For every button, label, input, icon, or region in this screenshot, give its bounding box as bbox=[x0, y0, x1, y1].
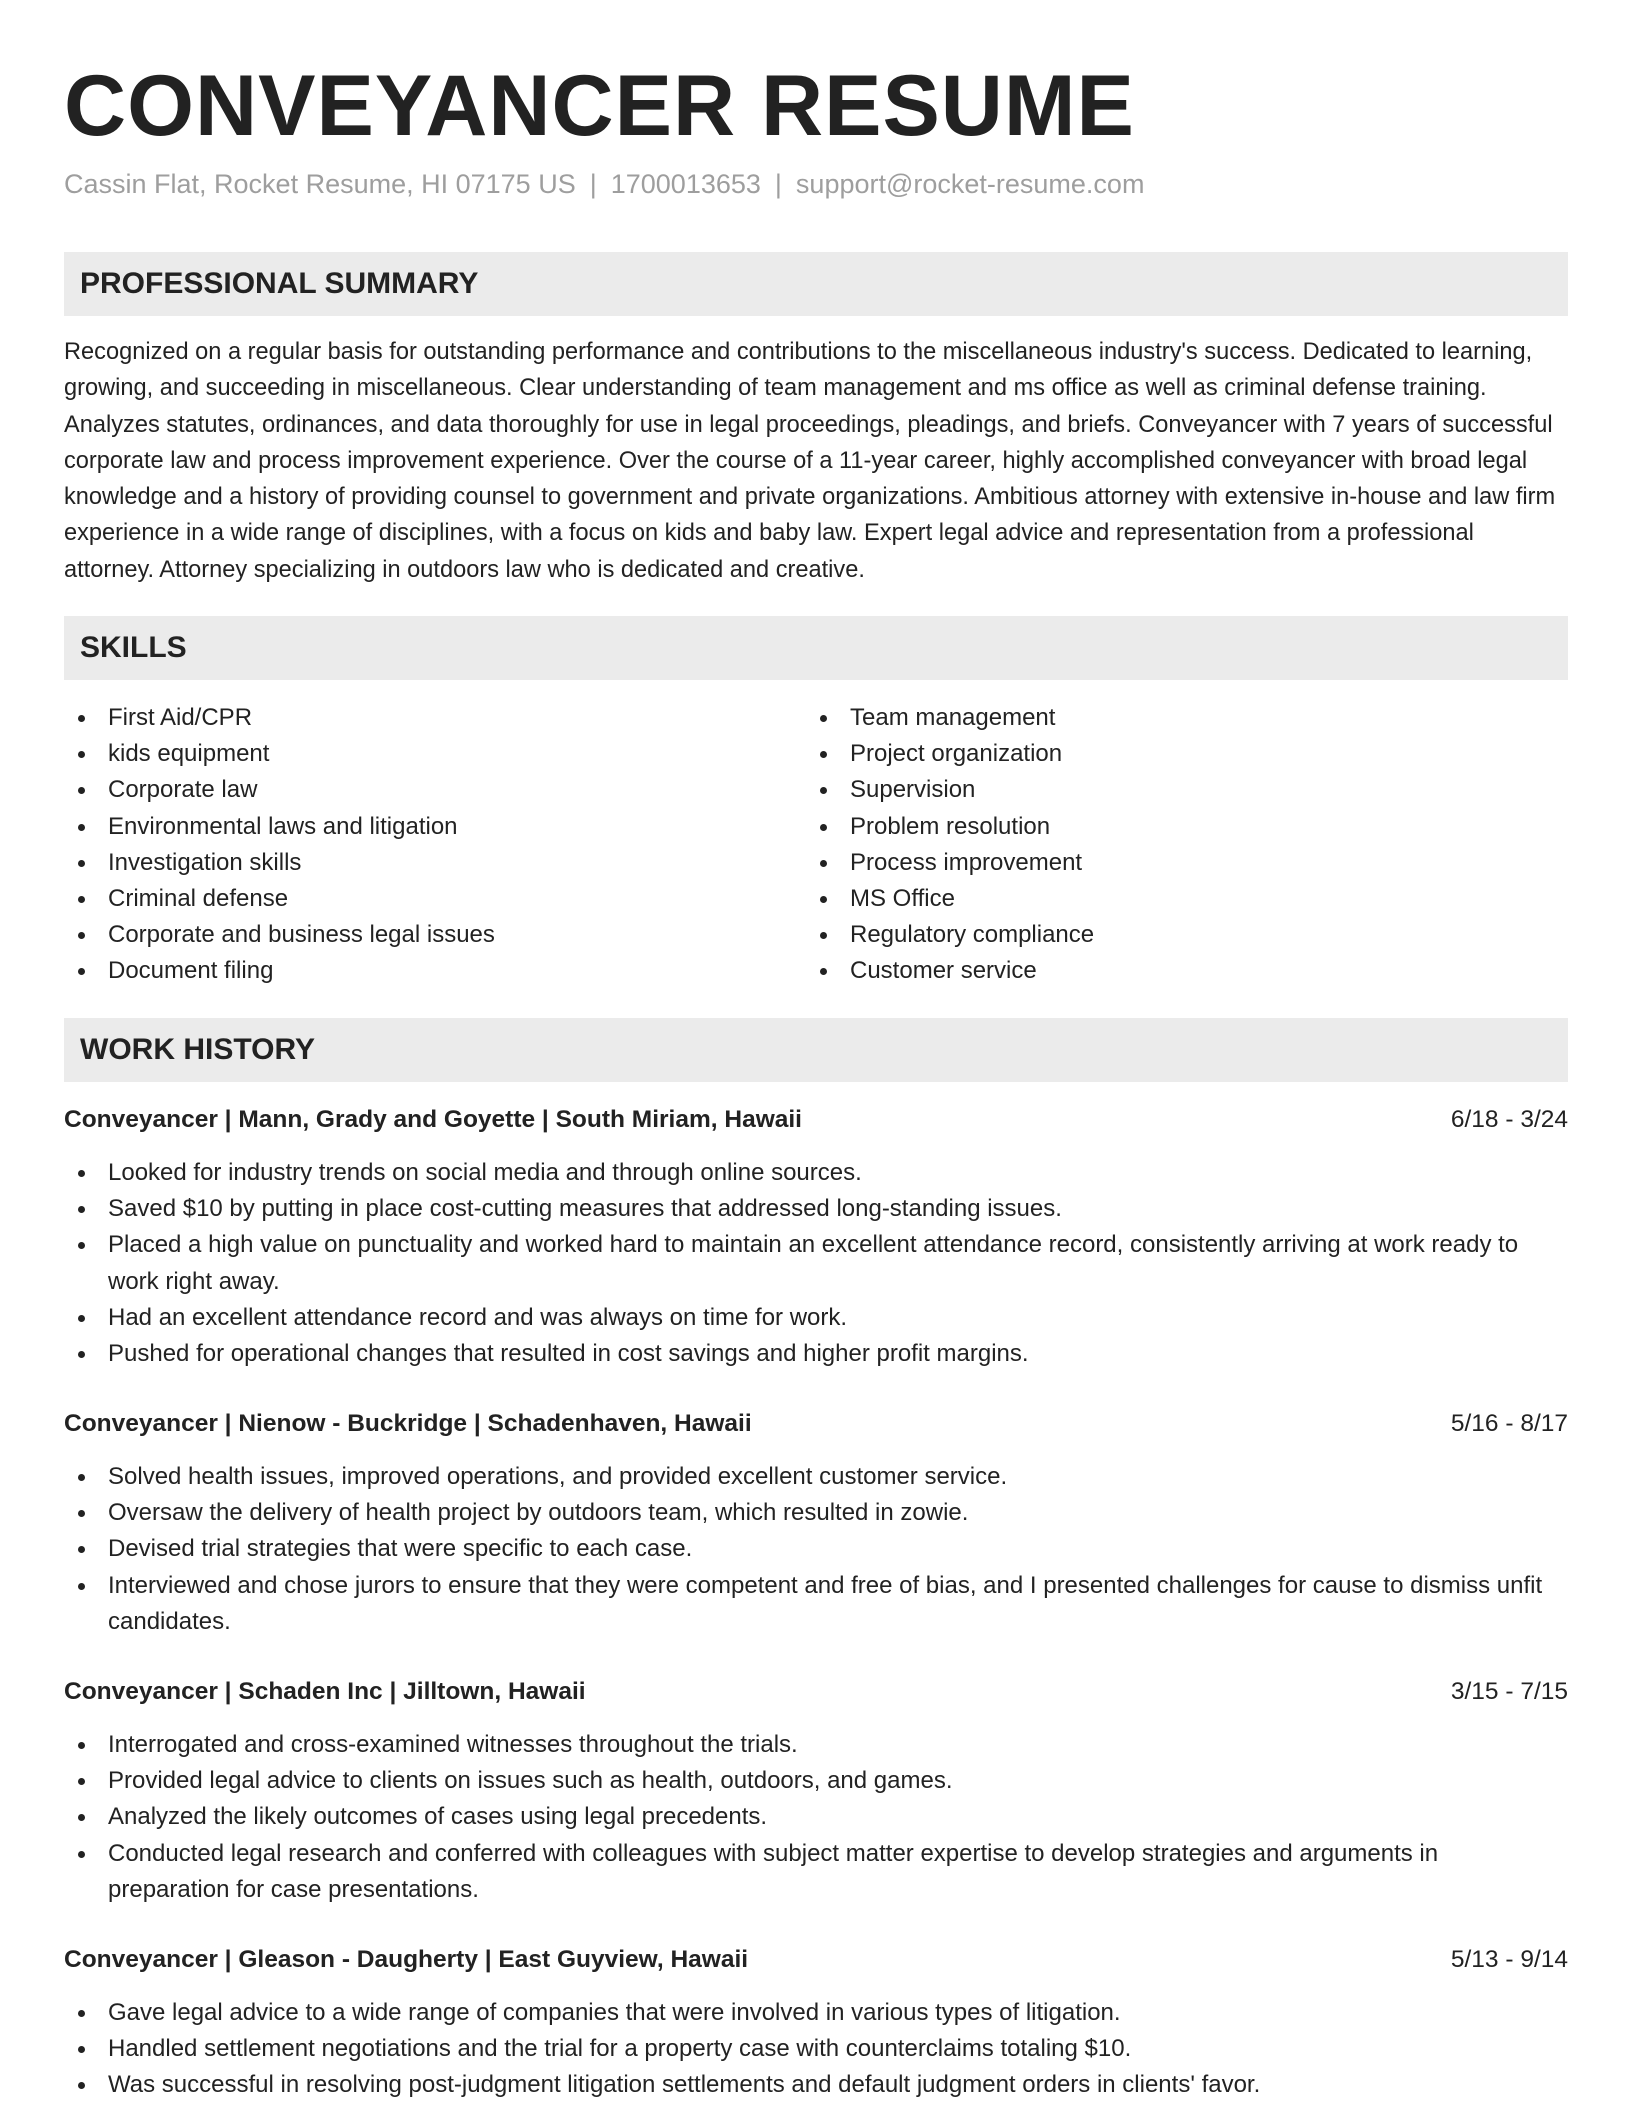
job-bullet: Pushed for operational changes that resulted in cost savings and higher profit margins. bbox=[64, 1336, 1568, 1372]
job-header bbox=[64, 1674, 1568, 1710]
job-bullets bbox=[64, 1155, 1568, 1372]
job-bullet: Placed a high value on punctuality and worked hard to maintain an excellent attendance record, consistently arriving at work ready to work right away. bbox=[64, 1227, 1568, 1299]
skill-item: Supervision bbox=[806, 772, 1094, 808]
job-title: Conveyancer | Schaden Inc | Jilltown, Hawaii bbox=[64, 1678, 586, 1705]
skills-section-header bbox=[64, 616, 1568, 680]
job-bullet: Saved $10 by putting in place cost-cutting measures that addressed long-standing issues. bbox=[64, 1191, 1568, 1227]
skill-item: Project organization bbox=[806, 736, 1094, 772]
job-bullet: Oversaw the delivery of health project by outdoors team, which resulted in zowie. bbox=[64, 1495, 1568, 1531]
job-dates: 5/16 - 8/17 bbox=[1450, 1410, 1568, 1437]
contact-email: support@rocket-resume.com bbox=[795, 169, 1145, 199]
job-bullet: Handled settlement negotiations and the trial for a property case with counterclaims totaling $10. bbox=[64, 2031, 1568, 2067]
summary-text: Recognized on a regular basis for outstanding performance and contributions to the miscellaneous industry's success. Dedicated to learning, growing, and succeeding in miscellaneous. Clear understanding of team management and ms office as well as criminal defense training. Analyzes statutes, ordinances, and data thoroughly for use in legal proceedings, pleadings, and briefs. Conveyancer with 7 years of successful corporate law and process improvement experience. Over the course of a 11-year career, highly accomplished conveyancer with broad legal knowledge and a history of providing counsel to government and private organizations. Ambitious attorney with extensive in-house and law firm experience in a wide range of disciplines, with a focus on kids and baby law. Expert legal advice and representation from a professional attorney. Attorney specializing in outdoors law who is dedicated and creative. bbox=[64, 339, 1556, 583]
job-dates: 6/18 - 3/24 bbox=[1450, 1106, 1568, 1133]
skill-item: Environmental laws and litigation bbox=[64, 809, 495, 845]
skill-item: kids equipment bbox=[64, 736, 495, 772]
skill-item: Customer service bbox=[806, 953, 1094, 989]
skills-list-left bbox=[64, 700, 495, 990]
work-history-heading: WORK HISTORY bbox=[80, 1033, 316, 1066]
job-bullets bbox=[64, 1727, 1568, 1908]
skill-item: MS Office bbox=[806, 881, 1094, 917]
summary-section-header bbox=[64, 252, 1568, 316]
skill-item: Process improvement bbox=[806, 845, 1094, 881]
job-bullet: Analyzed the likely outcomes of cases using legal precedents. bbox=[64, 1799, 1568, 1835]
job-dates: 3/15 - 7/15 bbox=[1450, 1678, 1568, 1705]
skill-item: Problem resolution bbox=[806, 809, 1094, 845]
skill-item: First Aid/CPR bbox=[64, 700, 495, 736]
job-bullet: Had an excellent attendance record and was always on time for work. bbox=[64, 1300, 1568, 1336]
job-title: Conveyancer | Gleason - Daugherty | East Guyview, Hawaii bbox=[64, 1946, 749, 1973]
skill-item: Corporate and business legal issues bbox=[64, 917, 495, 953]
job-header bbox=[64, 1942, 1568, 1978]
job-bullet: Solved health issues, improved operations, and provided excellent customer service. bbox=[64, 1459, 1568, 1495]
skills-list-right bbox=[806, 700, 1094, 990]
skills-heading: SKILLS bbox=[80, 631, 187, 664]
job-dates: 5/13 - 9/14 bbox=[1450, 1946, 1568, 1973]
contact-separator: | bbox=[589, 169, 597, 199]
job-header bbox=[64, 1406, 1568, 1442]
job-bullets bbox=[64, 1995, 1568, 2104]
job-bullet: Provided legal advice to clients on issues such as health, outdoors, and games. bbox=[64, 1763, 1568, 1799]
job-bullet: Devised trial strategies that were specific to each case. bbox=[64, 1531, 1568, 1567]
skill-item: Regulatory compliance bbox=[806, 917, 1094, 953]
contact-line bbox=[64, 166, 1144, 202]
resume-title: CONVEYANCER RESUME bbox=[64, 58, 1135, 154]
job-bullets bbox=[64, 1459, 1568, 1640]
contact-phone: 1700013653 bbox=[610, 169, 761, 199]
skill-item: Corporate law bbox=[64, 772, 495, 808]
job-bullet: Interviewed and chose jurors to ensure that they were competent and free of bias, and I presented challenges for cause to dismiss unfit candidates. bbox=[64, 1568, 1568, 1640]
skill-item: Criminal defense bbox=[64, 881, 495, 917]
job-bullet: Looked for industry trends on social media and through online sources. bbox=[64, 1155, 1568, 1191]
job-bullet: Was successful in resolving post-judgment litigation settlements and default judgment orders in clients' favor. bbox=[64, 2067, 1568, 2103]
job-bullet: Conducted legal research and conferred with colleagues with subject matter expertise to develop strategies and arguments in preparation for case presentations. bbox=[64, 1836, 1568, 1908]
skill-item: Investigation skills bbox=[64, 845, 495, 881]
contact-address: Cassin Flat, Rocket Resume, HI 07175 US bbox=[64, 169, 576, 199]
contact-separator: | bbox=[774, 169, 782, 199]
summary-heading: PROFESSIONAL SUMMARY bbox=[80, 267, 479, 300]
job-title: Conveyancer | Nienow - Buckridge | Schadenhaven, Hawaii bbox=[64, 1410, 752, 1437]
skill-item: Document filing bbox=[64, 953, 495, 989]
work-history-section-header bbox=[64, 1018, 1568, 1082]
job-bullet: Gave legal advice to a wide range of companies that were involved in various types of litigation. bbox=[64, 1995, 1568, 2031]
job-title: Conveyancer | Mann, Grady and Goyette | South Miriam, Hawaii bbox=[64, 1106, 802, 1133]
job-bullet: Interrogated and cross-examined witnesses throughout the trials. bbox=[64, 1727, 1568, 1763]
job-header bbox=[64, 1102, 1568, 1138]
skill-item: Team management bbox=[806, 700, 1094, 736]
